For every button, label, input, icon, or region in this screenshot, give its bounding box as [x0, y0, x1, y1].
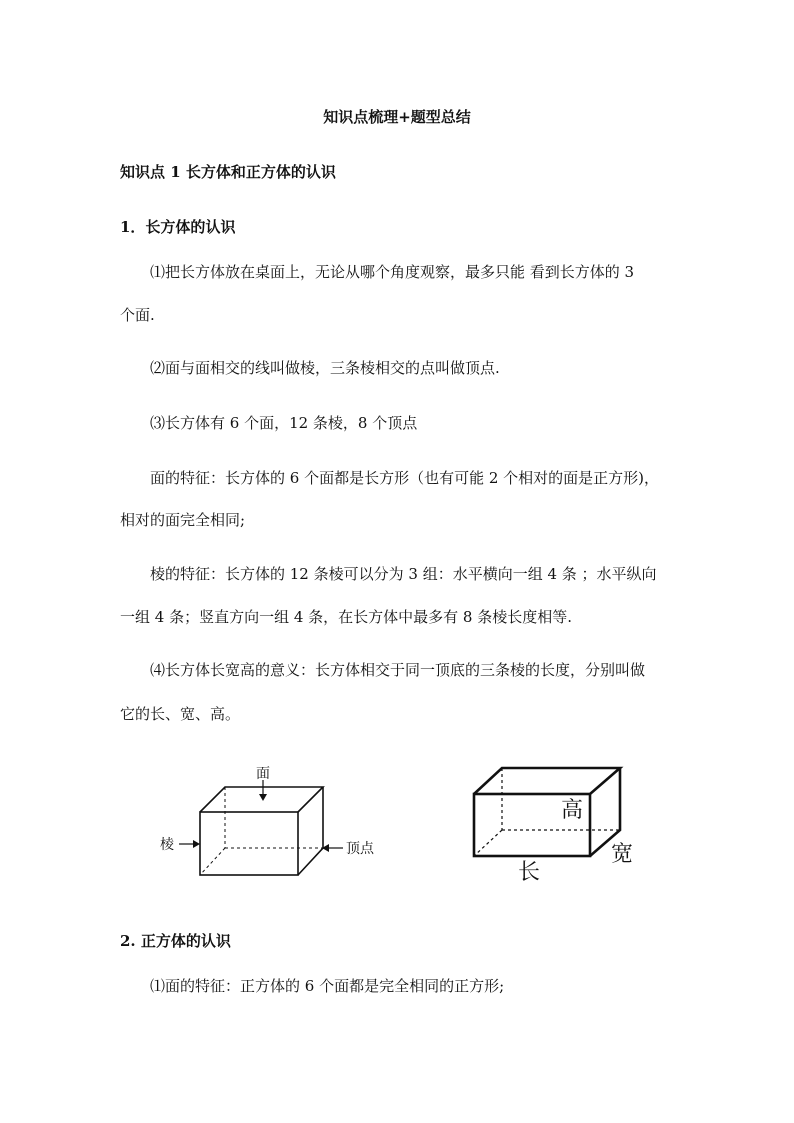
cuboid2-top-face — [474, 768, 620, 794]
paragraph-counts: ⑶长方体有 6 个面，12 条棱，8 个顶点 — [150, 414, 418, 432]
edge-label: 棱 — [160, 837, 174, 853]
paragraph-cube-face-features: ⑴面的特征：正方体的 6 个面都是完全相同的正方形; — [150, 977, 505, 995]
length-label: 长 — [518, 860, 541, 885]
page-title: 知识点梳理+题型总结 — [323, 108, 471, 126]
subsection-heading-cube: 2. 正方体的认识 — [120, 932, 231, 950]
height-label: 高 — [561, 798, 584, 823]
subsection-heading-cuboid: 1．长方体的认识 — [120, 218, 236, 236]
paragraph-view-faces-line1: ⑴把长方体放在桌面上，无论从哪个角度观察，最多只能 看到长方体的 3 — [150, 263, 635, 281]
width-label: 宽 — [611, 842, 634, 867]
cuboid2-hidden-depth — [474, 830, 502, 856]
paragraph-edge-vertex: ⑵面与面相交的线叫做棱，三条棱相交的点叫做顶点. — [150, 359, 500, 377]
vertex-label: 顶点 — [346, 841, 374, 857]
face-label: 面 — [256, 766, 270, 782]
paragraph-view-faces-line2: 个面. — [120, 306, 155, 324]
paragraph-edge-features-line2: 一组 4 条；竖直方向一组 4 条，在长方体中最多有 8 条棱长度相等. — [120, 608, 573, 626]
hidden-edge-depth — [200, 848, 225, 875]
paragraph-edge-features-line1: 棱的特征：长方体的 12 条棱可以分为 3 组：水平横向一组 4 条 ；水平纵向 — [150, 565, 657, 583]
cuboid-front-face — [200, 812, 298, 875]
paragraph-face-features-line2: 相对的面完全相同; — [120, 511, 246, 529]
cuboid-parts-figure — [155, 760, 395, 880]
face-arrow-icon — [259, 794, 267, 801]
edge-arrow-icon — [193, 840, 200, 848]
cuboid-top-face — [200, 787, 323, 812]
section-heading-1: 知识点 1 长方体和正方体的认识 — [120, 163, 336, 181]
paragraph-dimensions-line2: 它的长、宽、高。 — [120, 705, 241, 723]
paragraph-face-features-line1: 面的特征：长方体的 6 个面都是长方形（也有可能 2 个相对的面是正方形)， — [150, 469, 660, 487]
paragraph-dimensions-line1: ⑷长方体长宽高的意义：长方体相交于同一顶底的三条棱的长度，分别叫做 — [150, 661, 646, 679]
